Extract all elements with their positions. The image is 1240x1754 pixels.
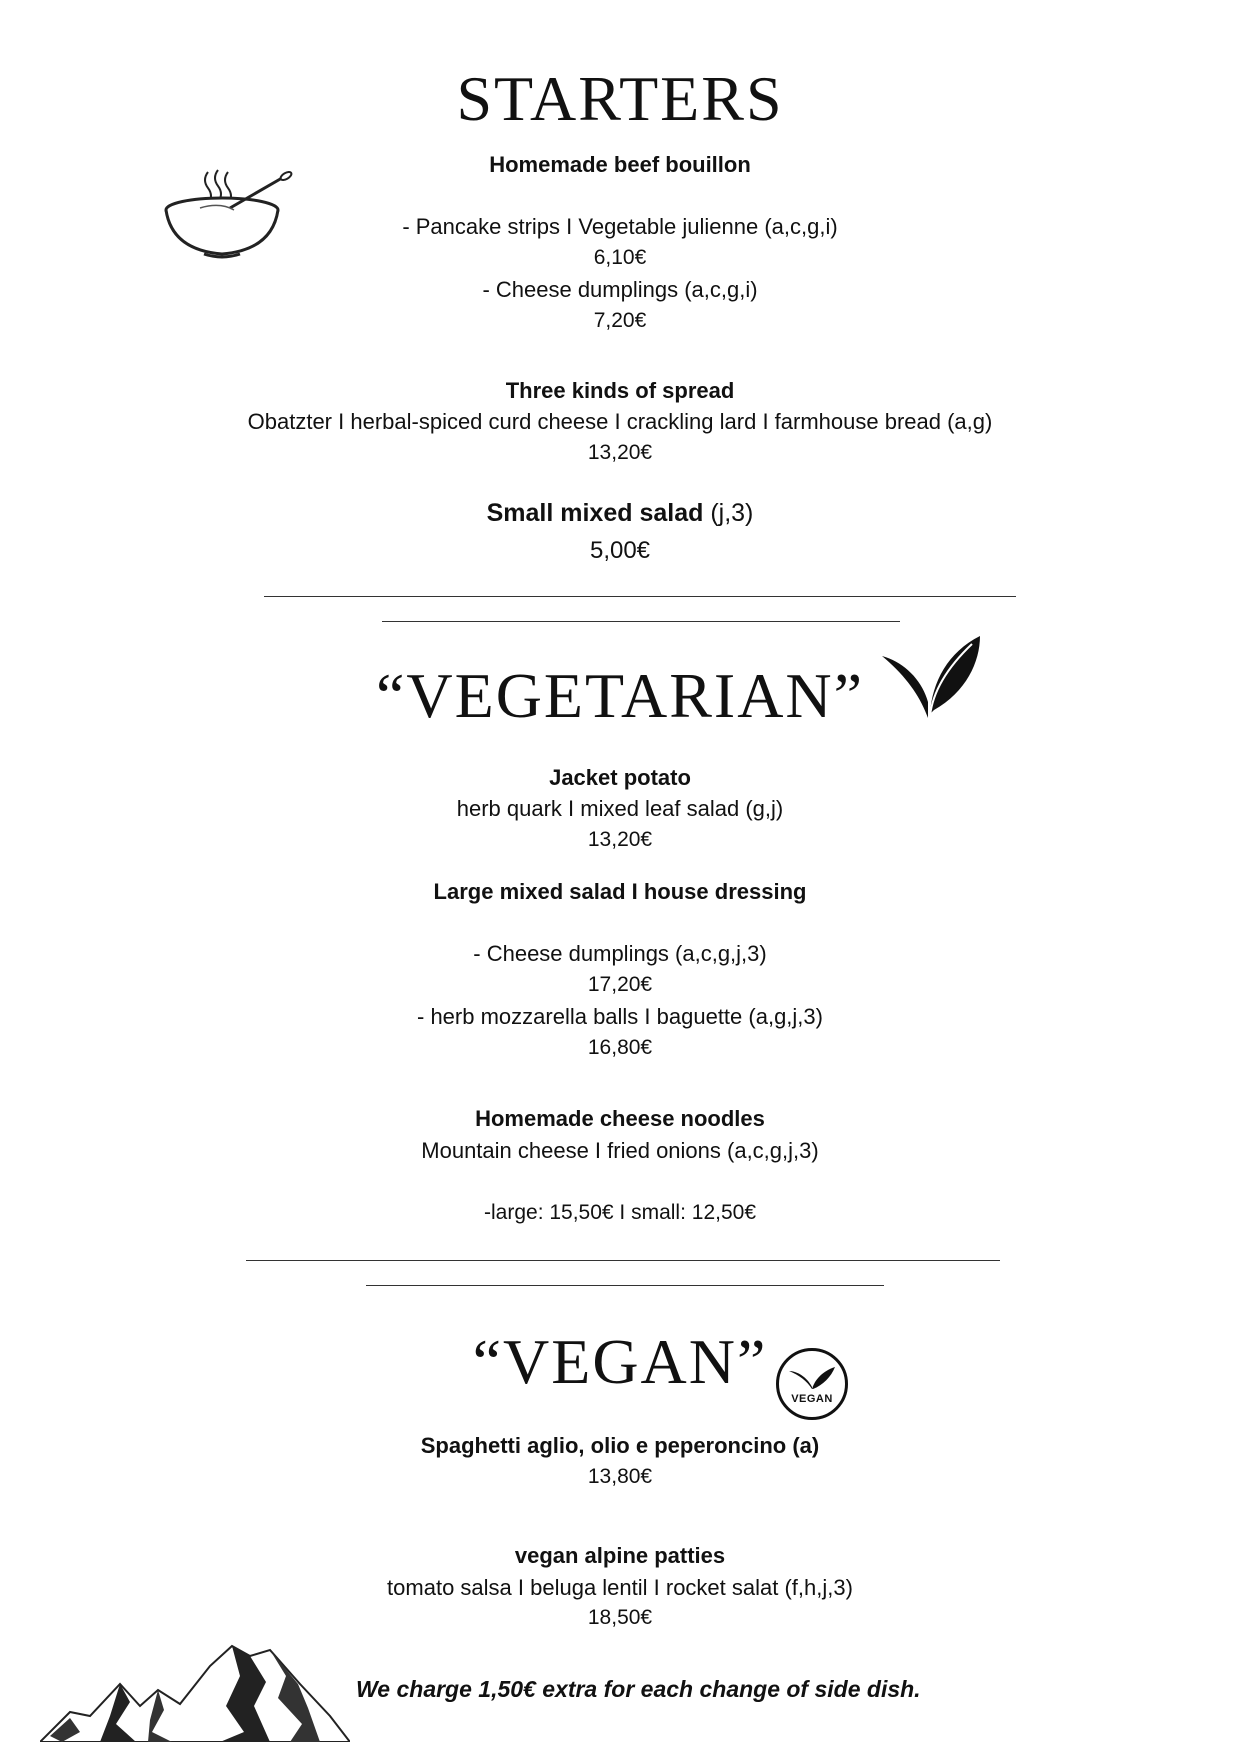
footer-note: We charge 1,50€ extra for each change of side dish.	[356, 1676, 921, 1702]
vegan-badge-icon	[776, 1348, 848, 1420]
patties-name: vegan alpine patties	[514, 1543, 726, 1568]
starters-title: STARTERS	[456, 63, 784, 134]
large-salad-option-1: - Cheese dumplings (a,c,g,j,3)	[473, 941, 767, 966]
bouillon-option-2: - Cheese dumplings (a,c,g,i)	[482, 277, 758, 302]
large-salad-name: Large mixed salad I house dressing	[433, 879, 807, 904]
small-salad-allergens: (j,3)	[710, 499, 754, 527]
mountains-illustration	[40, 1636, 350, 1742]
bouillon-option-2-price: 7,20€	[593, 309, 647, 332]
patties-desc: tomato salsa I beluga lentil I rocket salat (f,h,j,3)	[387, 1575, 853, 1600]
divider	[246, 1260, 1000, 1261]
leaf-icon	[878, 636, 984, 720]
noodles-name: Homemade cheese noodles	[475, 1106, 765, 1131]
divider	[366, 1285, 884, 1286]
large-salad-option-2: - herb mozzarella balls I baguette (a,g,j,3)	[417, 1004, 823, 1029]
vegan-badge-label: VEGAN	[791, 1393, 833, 1405]
small-salad	[0, 499, 1240, 528]
jacket-price: 13,20€	[587, 828, 653, 851]
patties-price: 18,50€	[587, 1606, 653, 1629]
noodles-price: -large: 15,50€ I small: 12,50€	[484, 1201, 756, 1224]
small-salad-price: 5,00€	[589, 537, 651, 564]
vegetarian-title: “VEGETARIAN”	[375, 660, 865, 731]
small-salad-name: Small mixed salad	[486, 499, 704, 527]
spread-price: 13,20€	[587, 441, 653, 464]
spaghetti-name: Spaghetti aglio, olio e peperoncino (a)	[420, 1433, 820, 1458]
vegan-title: “VEGAN”	[472, 1326, 768, 1397]
spread-desc: Obatzter I herbal-spiced curd cheese I crackling lard I farmhouse bread (a,g)	[247, 409, 993, 434]
large-salad-option-2-price: 16,80€	[587, 1036, 653, 1059]
noodles-desc: Mountain cheese I fried onions (a,c,g,j,3)	[421, 1138, 819, 1163]
bouillon-name: Homemade beef bouillon	[489, 152, 751, 177]
spread-name: Three kinds of spread	[505, 378, 735, 403]
divider	[264, 596, 1016, 597]
bouillon-option-1: - Pancake strips I Vegetable julienne (a,c,g,i)	[402, 214, 838, 239]
jacket-desc: herb quark I mixed leaf salad (g,j)	[456, 796, 784, 821]
jacket-name: Jacket potato	[549, 765, 691, 790]
bouillon-option-1-price: 6,10€	[593, 246, 647, 269]
large-salad-option-1-price: 17,20€	[587, 973, 653, 996]
divider	[382, 621, 900, 622]
spaghetti-price: 13,80€	[587, 1465, 653, 1488]
